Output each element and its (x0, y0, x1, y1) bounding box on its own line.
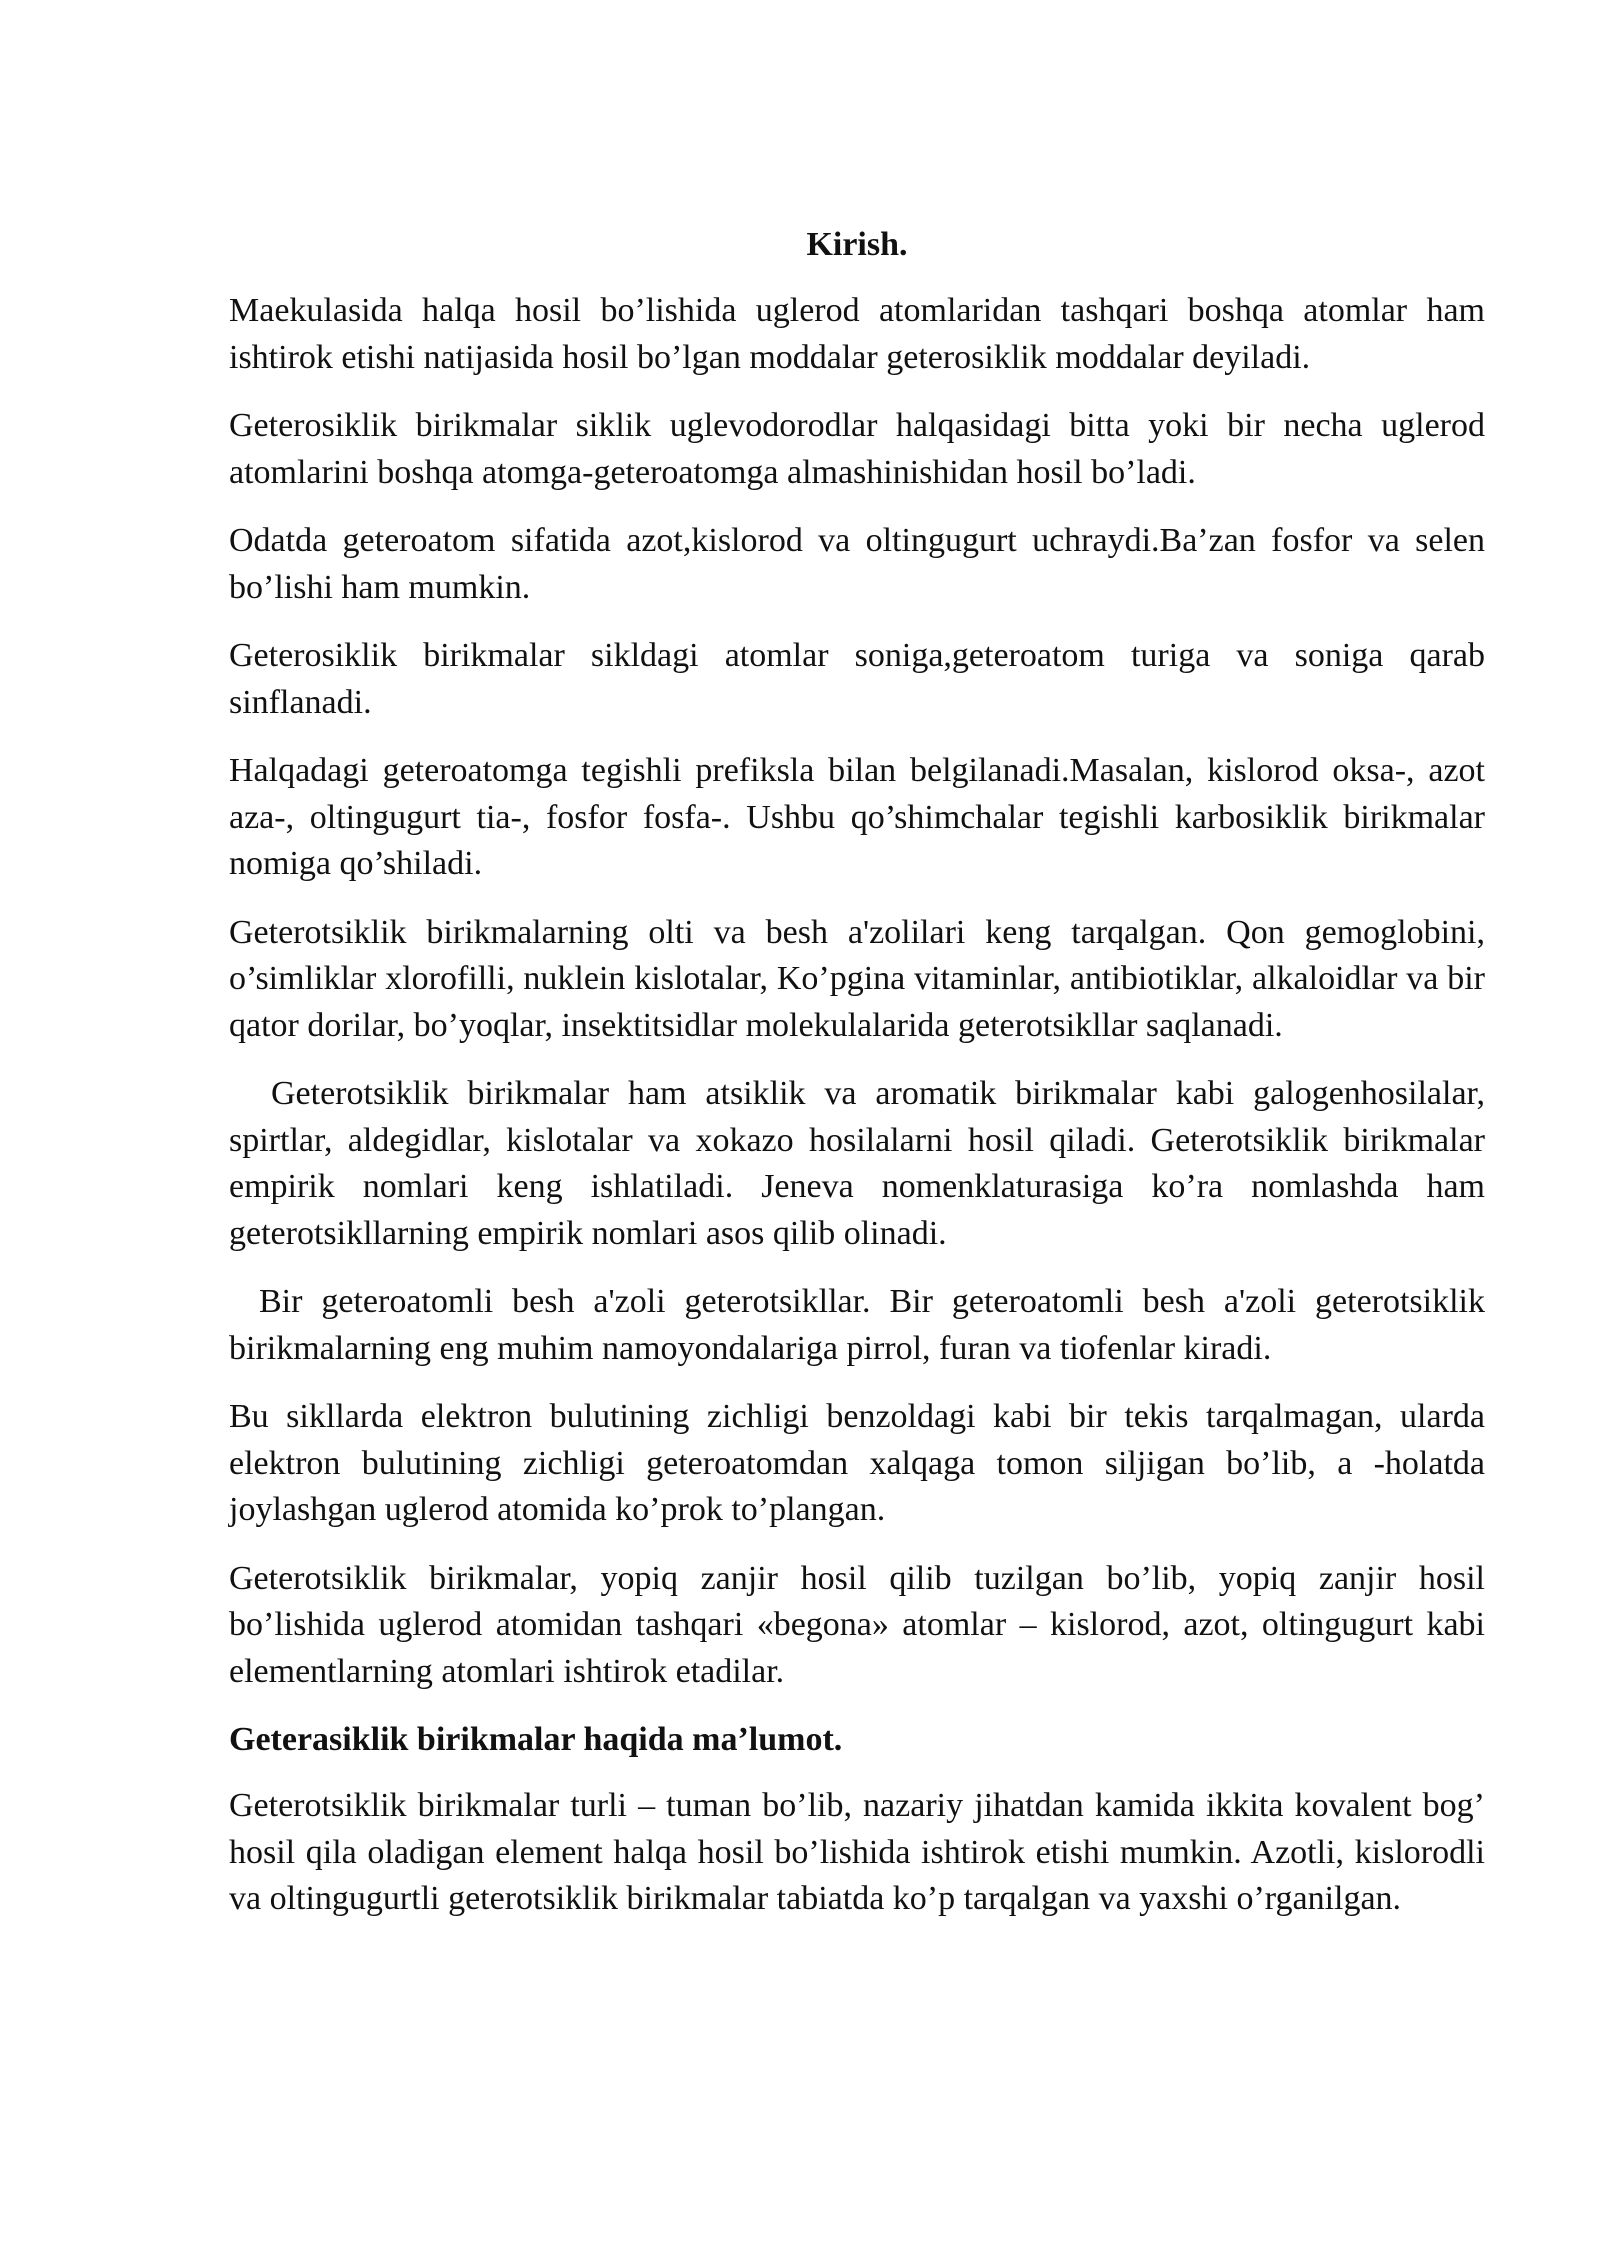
paragraph: Geterosiklik birikmalar sikldagi atomlar soniga,geteroatom turiga va soniga qarab sinflanadi. (229, 637, 1485, 721)
document-body (229, 222, 1485, 1945)
paragraph: Bir geteroatomli besh a'zoli geterotsikllar. Bir geteroatomli besh a'zoli geterotsiklik birikmalarning eng muhim namoyondalariga pirrol, furan va tiofenlar kiradi. (229, 1283, 1485, 1367)
paragraph: Geterosiklik birikmalar siklik uglevodorodlar halqasidagi bitta yoki bir necha uglerod atomlarini boshqa atomga-geteroatomga almashinishidan hosil bo’ladi. (229, 407, 1485, 491)
page-title: Kirish. (806, 226, 908, 263)
paragraph: Geterotsiklik birikmalarning olti va besh a'zolilari keng tarqalgan. Qon gemoglobini, o’simliklar xlorofilli, nuklein kislotalar, Ko’pgina vitaminlar, antibiotiklar, alkaloidlar va bir qator dorilar, bo’yoqlar, insektitsidlar molekulalarida geterotsikllar saqlanadi. (229, 913, 1485, 1044)
section-heading: Geterasiklik birikmalar haqida ma’lumot. (229, 1721, 843, 1758)
paragraph: Maekulasida halqa hosil bo’lishida uglerod atomlaridan tashqari boshqa atomlar ham ishtirok etishi natijasida hosil bo’lgan moddalar geterosiklik moddalar deyiladi. (229, 292, 1485, 376)
paragraph: Geterotsiklik birikmalar, yopiq zanjir hosil qilib tuzilgan bo’lib, yopiq zanjir hosil bo’lishida uglerod atomidan tashqari «begona» atomlar – kislorod, azot, oltingugurt kabi elementlarning atomlari ishtirok etadilar. (229, 1559, 1485, 1690)
paragraph: Bu sikllarda elektron bulutining zichligi benzoldagi kabi bir tekis tarqalmagan, ularda elektron bulutining zichligi geteroatomdan xalqaga tomon siljigan bo’lib, a -holatda joylashgan uglerod atomida ko’prok to’plangan. (229, 1398, 1485, 1528)
paragraph: Geterotsiklik birikmalar turli – tuman bo’lib, nazariy jihatdan kamida ikkita kovalent bog’ hosil qila oladigan element halqa hosil bo’lishida ishtirok etishi mumkin. Azotli, kislorodli va oltingugurtli geterotsiklik birikmalar tabiatda ko’p tarqalgan va yaxshi o’rganilgan. (229, 1787, 1485, 1917)
paragraph: Odatda geteroatom sifatida azot,kislorod va oltingugurt uchraydi.Ba’zan fosfor va selen bo’lishi ham mumkin. (229, 522, 1485, 606)
paragraph: Geterotsiklik birikmalar ham atsiklik va aromatik birikmalar kabi galogenhosilalar, spirtlar, aldegidlar, kislotalar va xokazo hosilalarni hosil qiladi. Geterotsiklik birikmalar empirik nomlari keng ishlatiladi. Jeneva nomenklaturasiga ko’ra nomlashda ham geterotsikllarning empirik nomlari asos qilib olinadi. (229, 1075, 1485, 1252)
paragraph: Halqadagi geteroatomga tegishli prefiksla bilan belgilanadi.Masalan, kislorod oksa-, azot aza-, oltingugurt tia-, fosfor fosfa-. Ushbu qo’shimchalar tegishli karbosiklik birikmalar nomiga qo’shiladi. (229, 752, 1485, 882)
